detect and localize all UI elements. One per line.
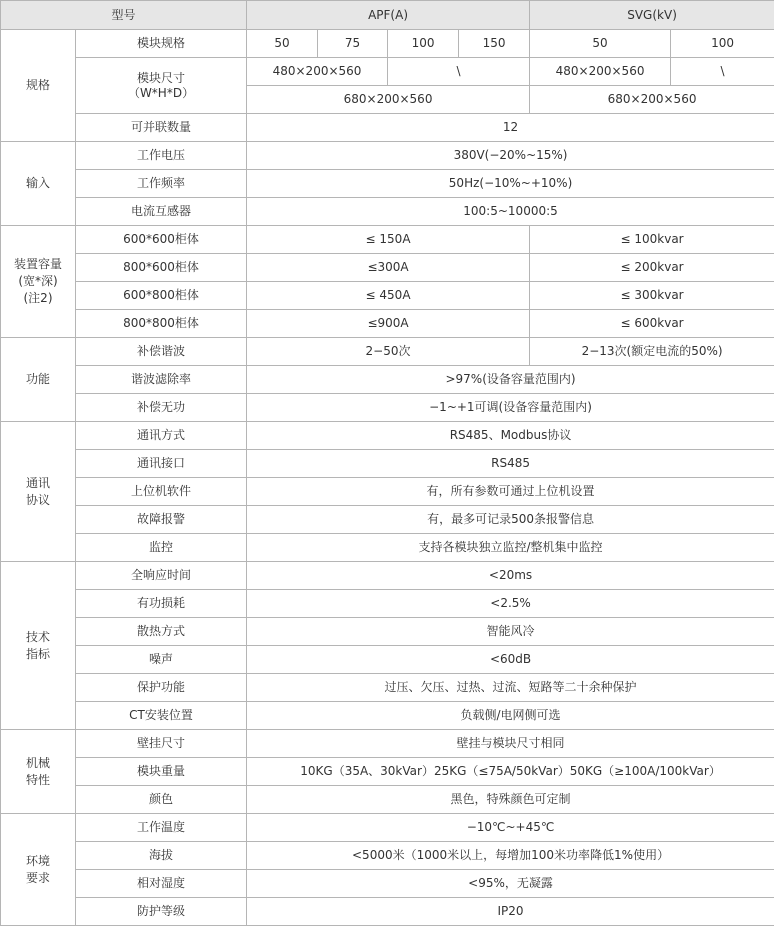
svg-harmonic: 2−13次(额定电流的50%) xyxy=(530,338,774,366)
row-label: 800*800柜体 xyxy=(76,310,247,338)
table-row xyxy=(1,310,774,338)
row-value: 支持各模块独立监控/整机集中监控 xyxy=(247,534,774,562)
row-label: 模块规格 xyxy=(76,30,247,58)
row-label: 有功损耗 xyxy=(76,590,247,618)
apf-size-large: 680×200×560 xyxy=(247,86,530,114)
table-row xyxy=(1,282,774,310)
svg-capacity: ≤ 600kvar xyxy=(530,310,774,338)
row-value: 智能风冷 xyxy=(247,618,774,646)
row-value: 黑色，特殊颜色可定制 xyxy=(247,786,774,814)
apf-harmonic: 2−50次 xyxy=(247,338,530,366)
table-row xyxy=(1,58,774,86)
table-row xyxy=(1,394,774,422)
group-tech: 技术 指标 xyxy=(1,562,76,730)
row-value: IP20 xyxy=(247,898,774,926)
row-label: 噪声 xyxy=(76,646,247,674)
row-label: 工作频率 xyxy=(76,170,247,198)
row-label: CT安装位置 xyxy=(76,702,247,730)
apf-capacity: ≤900A xyxy=(247,310,530,338)
row-label: 保护功能 xyxy=(76,674,247,702)
row-value: <60dB xyxy=(247,646,774,674)
row-label: 相对湿度 xyxy=(76,870,247,898)
apf-capacity: ≤ 450A xyxy=(247,282,530,310)
row-value: −1~+1可调(设备容量范围内) xyxy=(247,394,774,422)
row-value: <20ms xyxy=(247,562,774,590)
row-label: 800*600柜体 xyxy=(76,254,247,282)
svg-size-large: 680×200×560 xyxy=(530,86,774,114)
table-row xyxy=(1,842,774,870)
row-label: 600*800柜体 xyxy=(76,282,247,310)
table-row xyxy=(1,702,774,730)
row-label: 全响应时间 xyxy=(76,562,247,590)
row-label: 谐波滤除率 xyxy=(76,366,247,394)
apf-size-na: \ xyxy=(388,58,530,86)
table-row xyxy=(1,142,774,170)
apf-capacity: ≤ 150A xyxy=(247,226,530,254)
apf-spec-value: 75 xyxy=(318,30,388,58)
row-label: 壁挂尺寸 xyxy=(76,730,247,758)
row-value: <5000米（1000米以上，每增加100米功率降低1%使用） xyxy=(247,842,774,870)
table-row xyxy=(1,730,774,758)
table-row xyxy=(1,590,774,618)
header-row xyxy=(1,1,774,30)
row-value: <2.5% xyxy=(247,590,774,618)
row-label: 通讯方式 xyxy=(76,422,247,450)
table-row xyxy=(1,254,774,282)
group-input: 输入 xyxy=(1,142,76,226)
row-label: 可并联数量 xyxy=(76,114,247,142)
svg-capacity: ≤ 100kvar xyxy=(530,226,774,254)
row-value: RS485、Modbus协议 xyxy=(247,422,774,450)
row-value: >97%(设备容量范围内) xyxy=(247,366,774,394)
svg-size-small: 480×200×560 xyxy=(530,58,671,86)
apf-spec-value: 50 xyxy=(247,30,318,58)
table-row xyxy=(1,646,774,674)
row-value: 380V(−20%~15%) xyxy=(247,142,774,170)
group-comm: 通讯 协议 xyxy=(1,422,76,562)
row-value: 有，最多可记录500条报警信息 xyxy=(247,506,774,534)
table-row xyxy=(1,170,774,198)
row-label-module-size xyxy=(76,58,247,114)
group-mech: 机械 特性 xyxy=(1,730,76,814)
table-row xyxy=(1,786,774,814)
table-row xyxy=(1,226,774,254)
table-row xyxy=(1,674,774,702)
table-row xyxy=(1,618,774,646)
row-label: 颜色 xyxy=(76,786,247,814)
row-value: −10℃~+45℃ xyxy=(247,814,774,842)
row-label: 补偿谐波 xyxy=(76,338,247,366)
row-label: 上位机软件 xyxy=(76,478,247,506)
apf-capacity: ≤300A xyxy=(247,254,530,282)
table-row xyxy=(1,422,774,450)
header-svg: SVG(kV) xyxy=(530,1,774,30)
row-label: 工作温度 xyxy=(76,814,247,842)
row-label: 防护等级 xyxy=(76,898,247,926)
row-label: 海拔 xyxy=(76,842,247,870)
row-label: 通讯接口 xyxy=(76,450,247,478)
apf-size-small: 480×200×560 xyxy=(247,58,388,86)
table-row xyxy=(1,506,774,534)
table-row xyxy=(1,478,774,506)
table-row xyxy=(1,562,774,590)
row-label: 散热方式 xyxy=(76,618,247,646)
row-value: 100:5~10000:5 xyxy=(247,198,774,226)
row-value: 10KG（35A、30kVar）25KG（≤75A/50kVar）50KG（≥100A/100kVar） xyxy=(247,758,774,786)
row-value: 壁挂与模块尺寸相同 xyxy=(247,730,774,758)
group-env: 环境 要求 xyxy=(1,814,76,926)
table-row xyxy=(1,338,774,366)
table-row xyxy=(1,814,774,842)
svg-spec-value: 100 xyxy=(671,30,774,58)
svg-capacity: ≤ 300kvar xyxy=(530,282,774,310)
group-function: 功能 xyxy=(1,338,76,422)
svg-capacity: ≤ 200kvar xyxy=(530,254,774,282)
header-apf: APF(A) xyxy=(247,1,530,30)
apf-spec-value: 100 xyxy=(388,30,459,58)
module-size-label-line2: （W*H*D） xyxy=(127,85,195,100)
row-label: 故障报警 xyxy=(76,506,247,534)
row-label: 监控 xyxy=(76,534,247,562)
table-row xyxy=(1,450,774,478)
table-row xyxy=(1,870,774,898)
apf-spec-value: 150 xyxy=(459,30,530,58)
table-row xyxy=(1,534,774,562)
svg-spec-value: 50 xyxy=(530,30,671,58)
table-row xyxy=(1,114,774,142)
row-value: 有，所有参数可通过上位机设置 xyxy=(247,478,774,506)
row-label: 模块重量 xyxy=(76,758,247,786)
row-value: <95%，无凝露 xyxy=(247,870,774,898)
row-label: 补偿无功 xyxy=(76,394,247,422)
row-value: 50Hz(−10%~+10%) xyxy=(247,170,774,198)
row-value: RS485 xyxy=(247,450,774,478)
table-row xyxy=(1,366,774,394)
table-row xyxy=(1,198,774,226)
row-value: 负载侧/电网侧可选 xyxy=(247,702,774,730)
header-model: 型号 xyxy=(1,1,247,30)
row-value: 过压、欠压、过热、过流、短路等二十余种保护 xyxy=(247,674,774,702)
group-spec: 规格 xyxy=(1,30,76,142)
svg-size-na: \ xyxy=(671,58,774,86)
row-label: 600*600柜体 xyxy=(76,226,247,254)
table-row xyxy=(1,30,774,58)
row-label: 工作电压 xyxy=(76,142,247,170)
group-capacity: 装置容量 (宽*深) (注2) xyxy=(1,226,76,338)
table-row xyxy=(1,898,774,926)
module-size-label-line1: 模块尺寸 xyxy=(137,70,186,85)
row-value: 12 xyxy=(247,114,774,142)
row-label: 电流互感器 xyxy=(76,198,247,226)
table-row xyxy=(1,758,774,786)
